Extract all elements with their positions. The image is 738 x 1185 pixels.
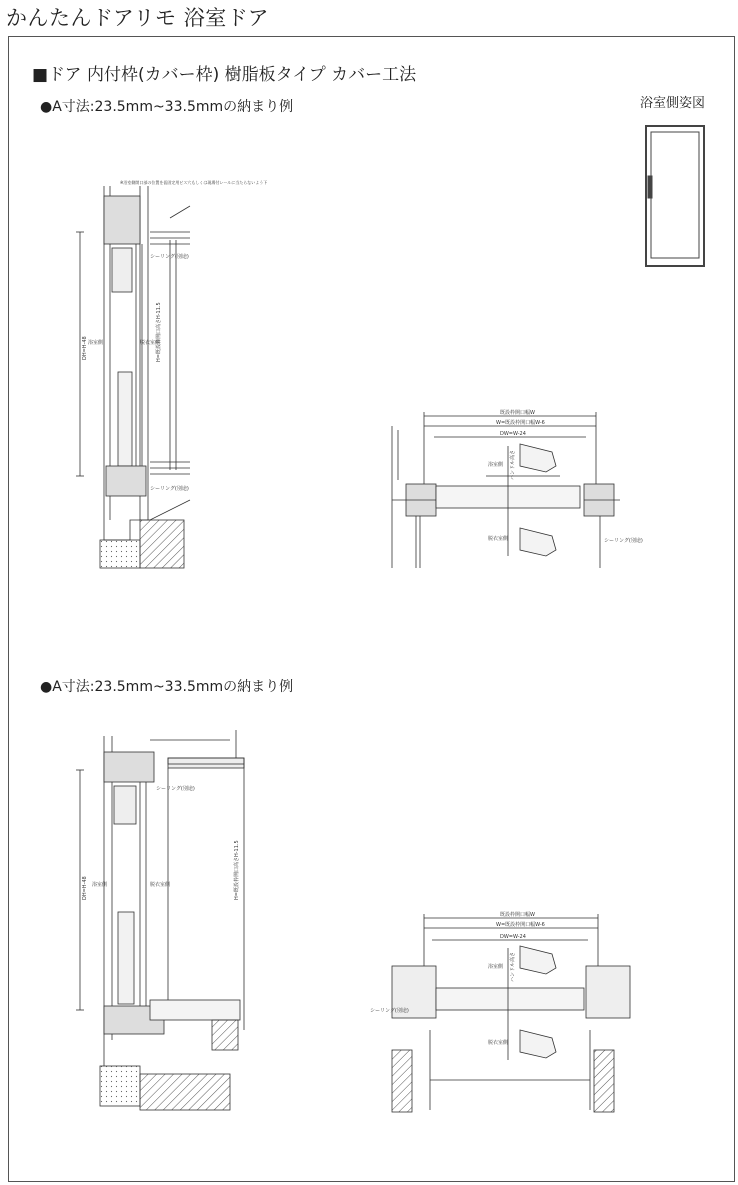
label-dressing-v2: 脱衣室側 [150, 882, 171, 888]
label-bathroom-h1: 浴室側 [488, 462, 504, 468]
dim-text-dh-bottom: DH=H-48 [82, 876, 88, 900]
label-bathroom-v2: 浴室側 [92, 882, 108, 888]
dim-text-w-bottom: W=既設枠開口幅W-6 [496, 922, 545, 928]
note-top: ※浴室側開口部の位置を仮固定用ビス穴もしくは現場付レールに当たらないよう下 [120, 180, 268, 185]
dim-text-dw-bottom: DW=W-24 [500, 934, 526, 940]
label-dressing-h2: 脱衣室側 [488, 1040, 509, 1046]
label-dressing-h1: 脱衣室側 [488, 536, 509, 542]
label-sealing-v1b: シーリング(別途) [150, 486, 189, 492]
dim-text-overall-w-bottom: 既設枠開口幅W [500, 912, 535, 918]
label-sealing-v2: シーリング(別途) [156, 786, 195, 792]
dim-text-w-top: W=既設枠開口幅W-6 [496, 420, 545, 426]
label-dressing-v1: 脱衣室側 [140, 340, 161, 346]
dim-text-handle-bottom: ハンドル高さ [510, 951, 516, 982]
section-title: ■ドア 内付枠(カバー枠) 樹脂板タイプ カバー工法 [32, 65, 417, 85]
example-heading-bottom: ●A寸法:23.5mm~33.5mmの納まり例 [40, 679, 294, 695]
dim-text-overall-w-top: 既設枠開口幅W [500, 410, 535, 416]
label-sealing-h1: シーリング(別途) [604, 538, 643, 544]
side-view-label: 浴室側姿図 [640, 96, 706, 111]
dim-text-h-bottom: H=既設枠開口高さH-11.5 [234, 840, 240, 900]
label-bathroom-h2: 浴室側 [488, 964, 504, 970]
dim-text-h-top: H=既設枠開口高さH-11.5 [156, 302, 162, 362]
door-elevation-icon [646, 126, 704, 266]
label-bathroom-v1: 浴室側 [88, 340, 104, 346]
horizontal-section-bottom [392, 914, 630, 1112]
label-sealing-h2: シーリング(別途) [370, 1008, 409, 1014]
dim-text-dh-top: DH=H-48 [82, 336, 88, 360]
label-sealing-v1a: シーリング(別途) [150, 254, 189, 260]
dim-text-dw-top: DW=W-24 [500, 431, 526, 437]
vertical-section-top [76, 186, 190, 568]
dim-text-handle-top: ハンドル高さ [510, 449, 516, 480]
page-title: かんたんドアリモ 浴室ドア [6, 6, 270, 30]
example-heading-top: ●A寸法:23.5mm~33.5mmの納まり例 [40, 99, 294, 115]
